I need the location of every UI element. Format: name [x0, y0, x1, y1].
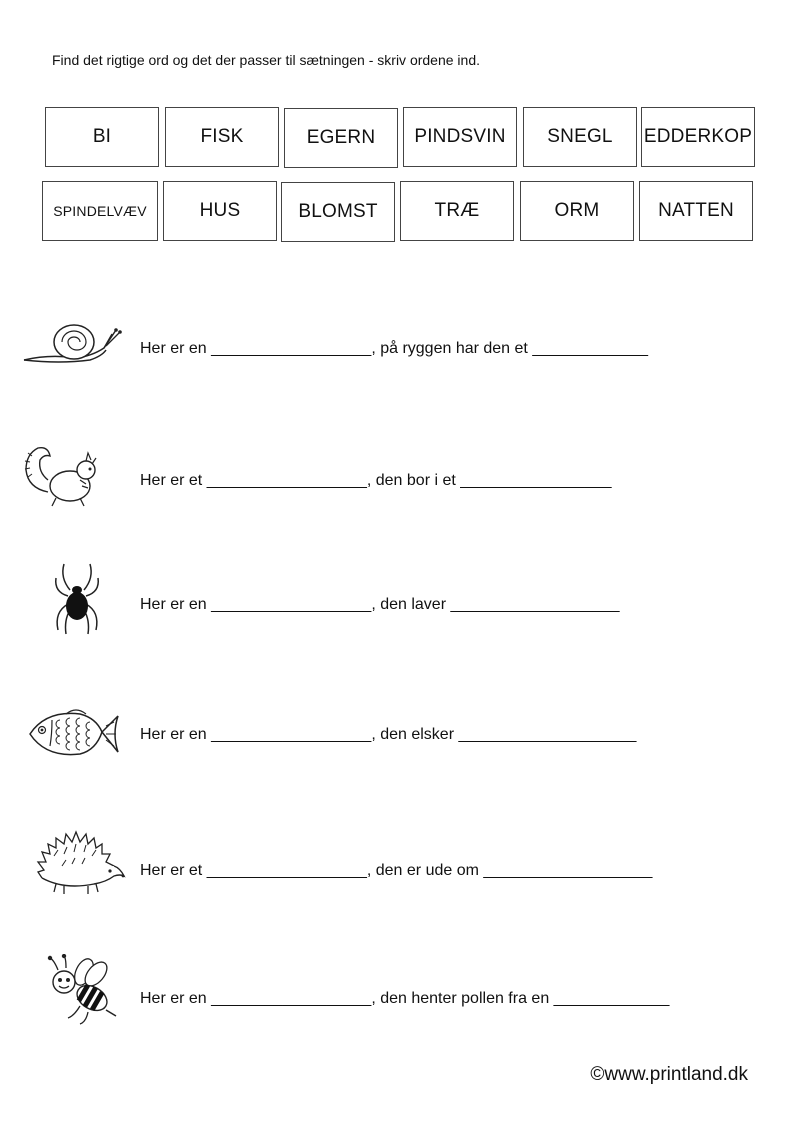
copyright-footer: ©www.printland.dk [590, 1064, 748, 1085]
exercise-sentence[interactable]: Her er en __________________, den laver ___________________ [140, 596, 620, 613]
word-card[interactable]: PINDSVIN [403, 107, 517, 167]
word-card[interactable]: FISK [165, 107, 279, 167]
exercise-sentence[interactable]: Her er et __________________, den er ude om ___________________ [140, 862, 653, 879]
snail-icon [20, 318, 124, 366]
exercise-sentence[interactable]: Her er en __________________, den henter pollen fra en _____________ [140, 990, 670, 1007]
exercise-sentence[interactable]: Her er en __________________, på ryggen har den et _____________ [140, 340, 648, 357]
word-card[interactable]: ORM [520, 181, 634, 241]
word-card[interactable]: BLOMST [281, 182, 395, 242]
word-card[interactable]: EGERN [284, 108, 398, 168]
fish-icon [26, 706, 120, 762]
squirrel-icon [22, 442, 104, 510]
exercise-sentence[interactable]: Her er et __________________, den bor i et _________________ [140, 472, 612, 489]
exercise-sentence[interactable]: Her er en __________________, den elsker ____________________ [140, 726, 637, 743]
word-card[interactable]: SPINDELVÆV [42, 181, 158, 241]
word-card[interactable]: NATTEN [639, 181, 753, 241]
word-card[interactable]: TRÆ [400, 181, 514, 241]
hedgehog-icon [34, 826, 126, 896]
bee-icon [44, 954, 120, 1028]
word-card[interactable]: EDDERKOP [641, 107, 755, 167]
word-card[interactable]: HUS [163, 181, 277, 241]
spider-icon [50, 560, 104, 636]
instruction-text: Find det rigtige ord og det der passer til sætningen - skriv ordene ind. [52, 52, 481, 68]
word-card[interactable]: BI [45, 107, 159, 167]
word-card[interactable]: SNEGL [523, 107, 637, 167]
